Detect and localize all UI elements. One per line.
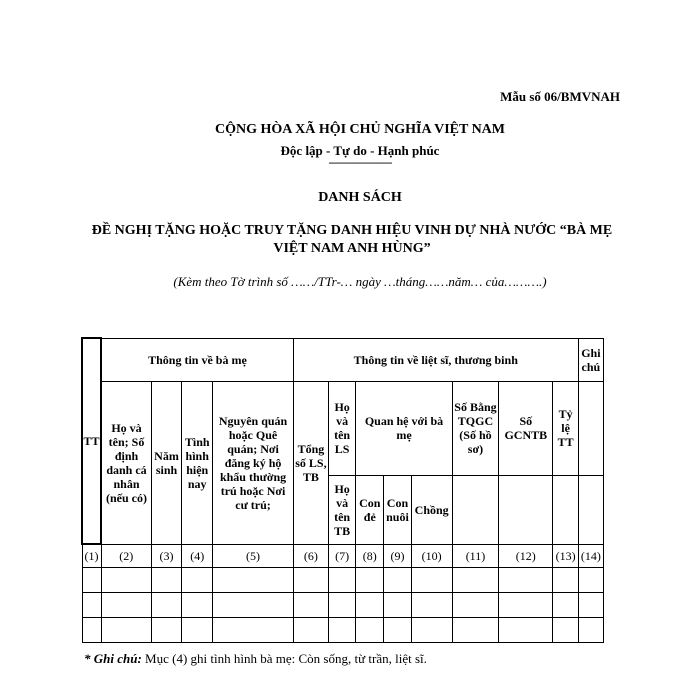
table-cell[interactable] bbox=[499, 618, 553, 643]
table-cell[interactable] bbox=[553, 618, 578, 643]
table-cell[interactable] bbox=[101, 593, 151, 618]
nation-heading: CỘNG HÒA XÃ HỘI CHỦ NGHĨA VIỆT NAM bbox=[214, 122, 505, 137]
column-number: (12) bbox=[499, 544, 553, 568]
motto: Độc lập - Tự do - Hạnh phúc bbox=[280, 143, 440, 158]
header-tqgc: Số Bằng TQGC (Số hồ sơ) bbox=[452, 381, 498, 475]
header-birth-year: Năm sinh bbox=[151, 381, 181, 544]
table-cell[interactable] bbox=[384, 568, 411, 593]
column-number: (11) bbox=[452, 544, 498, 568]
table-cell[interactable] bbox=[384, 618, 411, 643]
table-cell[interactable] bbox=[101, 568, 151, 593]
table-cell[interactable] bbox=[578, 618, 603, 643]
table-cell[interactable] bbox=[293, 618, 328, 643]
header-mother-info: Thông tin về bà mẹ bbox=[101, 338, 293, 381]
header-status: Tình hình hiện nay bbox=[182, 381, 213, 544]
table-cell[interactable] bbox=[151, 593, 181, 618]
table-cell[interactable] bbox=[499, 593, 553, 618]
table-cell[interactable] bbox=[329, 593, 356, 618]
column-number: (5) bbox=[213, 544, 294, 568]
column-number: (14) bbox=[578, 544, 603, 568]
column-number: (8) bbox=[356, 544, 384, 568]
column-number: (2) bbox=[101, 544, 151, 568]
table-cell[interactable] bbox=[101, 618, 151, 643]
form-code: Mẫu số 06/BMVNAH bbox=[500, 89, 620, 104]
header-total: Tổng số LS, TB bbox=[293, 381, 328, 544]
table-row bbox=[82, 568, 604, 593]
column-number: (9) bbox=[384, 544, 411, 568]
table-row bbox=[82, 593, 604, 618]
table-cell[interactable] bbox=[452, 593, 498, 618]
header-name-ls: Họ và tên LS bbox=[329, 381, 356, 475]
header-origin: Nguyên quán hoặc Quê quán; Nơi đăng ký hộ khẩu thường trú hoặc Nơi cư trú; bbox=[213, 381, 294, 544]
table-cell[interactable] bbox=[411, 593, 452, 618]
header-martyr-info: Thông tin về liệt sĩ, thương binh bbox=[293, 338, 578, 381]
column-number: (3) bbox=[151, 544, 181, 568]
footnote-label: * Ghi chú: bbox=[84, 651, 142, 666]
table-cell[interactable] bbox=[411, 568, 452, 593]
document-subtitle: ĐỀ NGHỊ TẶNG HOẶC TRUY TẶNG DANH HIỆU VINH DỰ NHÀ NƯỚC “BÀ MẸ VIỆT NAM ANH HÙNG” bbox=[91, 223, 613, 256]
header-name-tb: Họ và tên TB bbox=[329, 475, 356, 544]
header-son: Con đẻ bbox=[356, 475, 384, 544]
table-cell[interactable] bbox=[356, 618, 384, 643]
column-number: (6) bbox=[293, 544, 328, 568]
table-cell[interactable] bbox=[384, 593, 411, 618]
table-cell[interactable] bbox=[82, 618, 101, 643]
header-rate-blank bbox=[553, 475, 578, 544]
nominee-table bbox=[81, 337, 604, 643]
table-row bbox=[82, 618, 604, 643]
footnote bbox=[84, 651, 427, 667]
table-cell[interactable] bbox=[499, 568, 553, 593]
column-number: (7) bbox=[329, 544, 356, 568]
attachment-line: (Kèm theo Tờ trình số ……/TTr-… ngày …tháng……năm… của……….) bbox=[173, 274, 547, 289]
header-note: Ghi chú bbox=[578, 338, 603, 381]
table-cell[interactable] bbox=[578, 568, 603, 593]
header-note-blank bbox=[578, 381, 603, 475]
table-cell[interactable] bbox=[411, 618, 452, 643]
table-cell[interactable] bbox=[182, 568, 213, 593]
header-note-blank-2 bbox=[578, 475, 603, 544]
motto-separator: --------------------- bbox=[328, 155, 392, 169]
header-rate: Tỷ lệ TT bbox=[553, 381, 578, 475]
table-cell[interactable] bbox=[452, 568, 498, 593]
table-cell[interactable] bbox=[182, 593, 213, 618]
table-cell[interactable] bbox=[553, 568, 578, 593]
table-cell[interactable] bbox=[356, 568, 384, 593]
header-husband: Chồng bbox=[411, 475, 452, 544]
column-number: (10) bbox=[411, 544, 452, 568]
table-cell[interactable] bbox=[553, 593, 578, 618]
table-cell[interactable] bbox=[213, 618, 294, 643]
column-number: (4) bbox=[182, 544, 213, 568]
table-cell[interactable] bbox=[213, 568, 294, 593]
footnote-text: Mục (4) ghi tình hình bà mẹ: Còn sống, từ trần, liệt sĩ. bbox=[145, 651, 427, 666]
table-cell[interactable] bbox=[329, 618, 356, 643]
column-number: (1) bbox=[82, 544, 101, 568]
header-gcntb-blank bbox=[499, 475, 553, 544]
table-cell[interactable] bbox=[151, 568, 181, 593]
header-gcntb: Số GCNTB bbox=[499, 381, 553, 475]
table-cell[interactable] bbox=[578, 593, 603, 618]
table-cell[interactable] bbox=[329, 568, 356, 593]
column-number: (13) bbox=[553, 544, 578, 568]
header-adopted: Con nuôi bbox=[384, 475, 411, 544]
table-cell[interactable] bbox=[82, 568, 101, 593]
header-name: Họ và tên; Số định danh cá nhân (nếu có) bbox=[101, 381, 151, 544]
table-cell[interactable] bbox=[452, 618, 498, 643]
table-cell[interactable] bbox=[293, 568, 328, 593]
table-cell[interactable] bbox=[182, 618, 213, 643]
header-tqgc-blank bbox=[452, 475, 498, 544]
table-cell[interactable] bbox=[213, 593, 294, 618]
table-cell[interactable] bbox=[151, 618, 181, 643]
document-title: DANH SÁCH bbox=[318, 190, 402, 205]
table-cell[interactable] bbox=[356, 593, 384, 618]
table-cell[interactable] bbox=[82, 593, 101, 618]
table-cell[interactable] bbox=[293, 593, 328, 618]
header-tt: TT bbox=[82, 338, 101, 544]
header-relation: Quan hệ với bà mẹ bbox=[356, 381, 453, 475]
